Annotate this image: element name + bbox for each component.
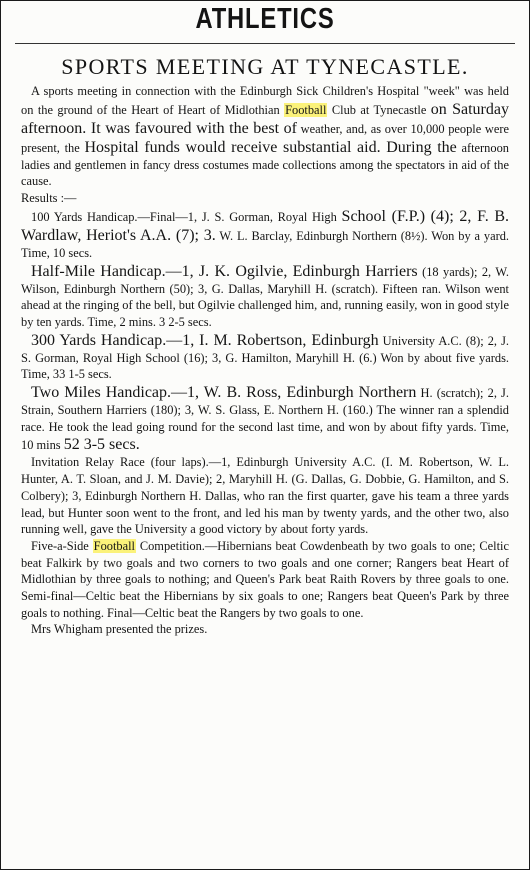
result-300-text: University A.C. (8); 2, J. S. Gorman, Royal High School (16); 3, G. Hamilton, Maryhill H. (6.) Won by about five yards. Time, 33 1-5 secs. <box>21 333 509 382</box>
result-five-a-side <box>21 538 509 622</box>
prizes-line: Mrs Whigham presented the prizes. <box>31 622 208 637</box>
intro-text-a: A sports meeting in connection with the Edinburgh Sick Children's Hospital "week" was held on the ground of the Heart of Heart of Midlothian <box>21 84 509 117</box>
result-100-large-line: School (F.P.) (4); 2, F. B. Wardlaw, Heriot's A.A. (7); 3. <box>21 207 510 244</box>
intro-large-line: on Saturday afternoon. It was favoured with the best of <box>21 100 509 137</box>
result-300-heading: 300 Yards Handicap.—1, I. M. Robertson, Edinburgh <box>31 331 379 349</box>
result-relay: Invitation Relay Race (four laps).—1, Edinburgh University A.C. (I. M. Robertson, W. L. Hunter, A. T. Sloan, and J. M. Davie); 2, Maryhill H. (G. Dallas, G. Dobbie, G. Hamilton, and S. Colbery); 3, Edinburgh Northern H. Dallas, who ran the first quarter, gave his team a three yards lead, but Hunter soon went to the front, and led his man by twenty yards, and the other two, also running well, gave the University a good victory by about forty yards. <box>21 455 509 537</box>
intro-paragraph <box>21 83 509 207</box>
result-two-miles-time: 52 3-5 secs. <box>63 436 140 454</box>
result-half-mile <box>21 262 509 331</box>
article-headline: SPORTS MEETING AT TYNECASTLE. <box>61 54 469 79</box>
results-label: Results :— <box>21 191 77 206</box>
section-title: ATHLETICS <box>195 3 335 35</box>
search-highlight: Football <box>285 102 327 117</box>
result-100-yards <box>21 207 509 262</box>
result-300-yards <box>21 331 509 383</box>
result-half-mile-text: (18 yards); 2, W. Wilson, Edinburgh Northern (50); 3, G. Dallas, Maryhill H. (scratch). Fifteen ran. Wilson went ahead at the ringing of the bell, but Ogilvie challenged him, and, running easily, won in good style by ten yards. Time, 2 mins. 3 2-5 secs. <box>21 264 509 329</box>
five-a-side-text-b: Competition.—Hibernians beat Cowdenbeath by two goals to one; Celtic beat Falkirk by two goals and two corners to two goals and one corner; Rangers beat Heart of Midlothian by three goals to nothing; and Queen's Park beat Raith Rovers by three goals to one. Semi-final—Celtic beat the Hibernians by six goals to one; Rangers beat Queen's Park by three goals to nothing. Final—Celtic beat the Rangers by two goals to one. <box>21 538 509 620</box>
result-two-miles <box>21 383 509 454</box>
result-100-text-b: W. L. Barclay, Edinburgh Northern (8½). Won by a yard. Time, 10 secs. <box>21 228 510 260</box>
intro-text-b: Club at Tynecastle <box>327 102 427 117</box>
result-two-miles-text: H. (scratch); 2, J. Strain, Southern Harriers (180); 3, W. S. Glass, E. Northern H. (160.) The winner ran a splendid race. He took the lead going round for the second last time, and won by about fifty yards. Time, 10 mins <box>21 386 509 453</box>
result-100-text-a: 100 Yards Handicap.—Final—1, J. S. Gorman, Royal High <box>31 209 337 224</box>
intro-text-d: afternoon ladies and gentlemen in fancy dress costumes made collections among the spectators in aid of the cause. <box>21 140 509 189</box>
intro-large-line-2: Hospital funds would receive substantial aid. During the <box>84 138 457 156</box>
title-divider <box>15 43 515 44</box>
article-body <box>21 83 509 638</box>
intro-text-c: weather, and, as over 10,000 people were present, the <box>21 121 509 155</box>
search-highlight: Football <box>93 538 135 553</box>
result-half-mile-heading: Half-Mile Handicap.—1, J. K. Ogilvie, Edinburgh Harriers <box>31 262 418 280</box>
five-a-side-text-a: Five-a-Side <box>31 538 93 553</box>
result-two-miles-heading: Two Miles Handicap.—1, W. B. Ross, Edinburgh Northern <box>31 384 417 402</box>
